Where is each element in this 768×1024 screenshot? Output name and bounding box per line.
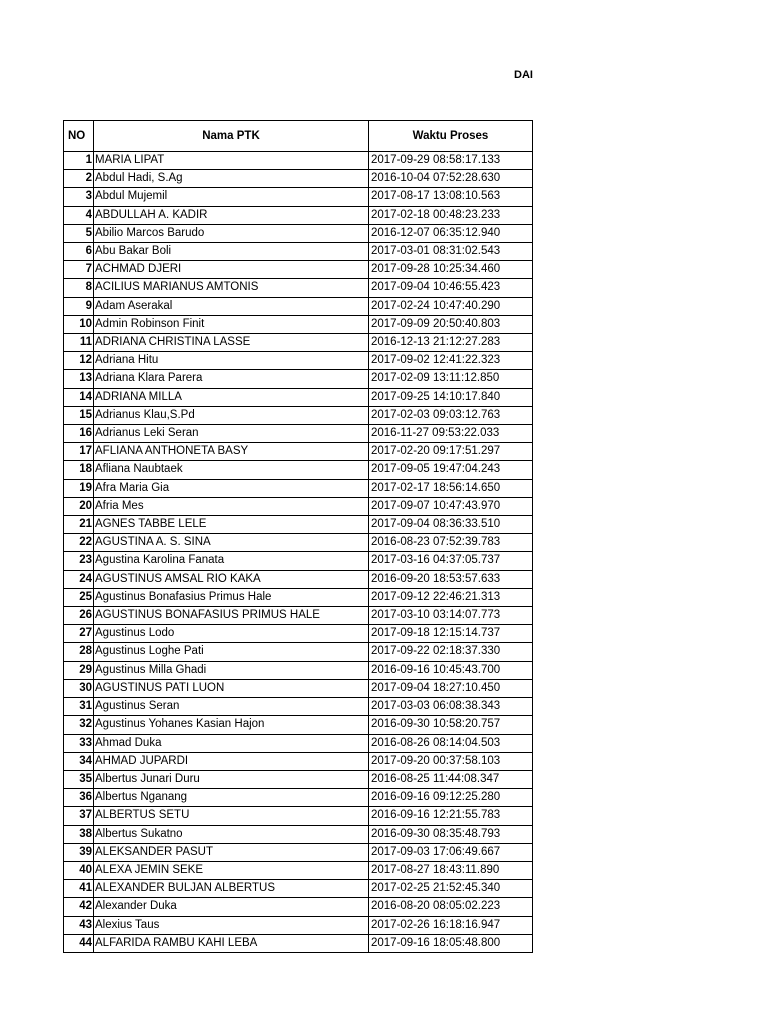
ptk-name-cell: Abdul Mujemil: [94, 188, 369, 206]
table-row: [64, 898, 533, 916]
table-row: [64, 479, 533, 497]
column-header-no: NO: [64, 121, 94, 152]
table-row: [64, 152, 533, 170]
row-number-cell: 42: [64, 898, 94, 916]
ptk-name-cell: ALEKSANDER PASUT: [94, 843, 369, 861]
table-row: [64, 279, 533, 297]
row-number-cell: 40: [64, 861, 94, 879]
table-row: [64, 661, 533, 679]
row-number-cell: 11: [64, 334, 94, 352]
process-time-cell: 2017-02-24 10:47:40.290: [369, 297, 533, 315]
row-number-cell: 35: [64, 770, 94, 788]
table-body: [64, 152, 533, 953]
ptk-name-cell: Agustinus Seran: [94, 698, 369, 716]
process-time-cell: 2016-11-27 09:53:22.033: [369, 425, 533, 443]
table-row: [64, 934, 533, 952]
process-time-cell: 2017-02-09 13:11:12.850: [369, 370, 533, 388]
row-number-cell: 1: [64, 152, 94, 170]
process-time-cell: 2017-03-10 03:14:07.773: [369, 607, 533, 625]
row-number-cell: 12: [64, 352, 94, 370]
row-number-cell: 6: [64, 243, 94, 261]
ptk-table: [63, 120, 533, 953]
row-number-cell: 27: [64, 625, 94, 643]
row-number-cell: 9: [64, 297, 94, 315]
process-time-cell: 2017-02-26 16:18:16.947: [369, 916, 533, 934]
table-row: [64, 370, 533, 388]
ptk-name-cell: Admin Robinson Finit: [94, 315, 369, 333]
table-row: [64, 388, 533, 406]
ptk-name-cell: Albertus Nganang: [94, 789, 369, 807]
process-time-cell: 2017-02-18 00:48:23.233: [369, 206, 533, 224]
table-row: [64, 643, 533, 661]
ptk-name-cell: ACHMAD DJERI: [94, 261, 369, 279]
ptk-name-cell: ADRIANA MILLA: [94, 388, 369, 406]
ptk-name-cell: Abu Bakar Boli: [94, 243, 369, 261]
process-time-cell: 2016-09-16 10:45:43.700: [369, 661, 533, 679]
ptk-name-cell: Albertus Sukatno: [94, 825, 369, 843]
process-time-cell: 2017-03-16 04:37:05.737: [369, 552, 533, 570]
process-time-cell: 2017-02-25 21:52:45.340: [369, 880, 533, 898]
table-row: [64, 552, 533, 570]
row-number-cell: 24: [64, 570, 94, 588]
ptk-name-cell: Ahmad Duka: [94, 734, 369, 752]
table-row: [64, 261, 533, 279]
process-time-cell: 2017-09-12 22:46:21.313: [369, 588, 533, 606]
table-row: [64, 406, 533, 424]
table-row: [64, 352, 533, 370]
row-number-cell: 25: [64, 588, 94, 606]
process-time-cell: 2017-09-20 00:37:58.103: [369, 752, 533, 770]
row-number-cell: 19: [64, 479, 94, 497]
process-time-cell: 2017-03-03 06:08:38.343: [369, 698, 533, 716]
table-row: [64, 497, 533, 515]
process-time-cell: 2017-09-07 10:47:43.970: [369, 497, 533, 515]
process-time-cell: 2017-09-04 10:46:55.423: [369, 279, 533, 297]
process-time-cell: 2017-09-22 02:18:37.330: [369, 643, 533, 661]
process-time-cell: 2017-09-16 18:05:48.800: [369, 934, 533, 952]
process-time-cell: 2016-09-30 10:58:20.757: [369, 716, 533, 734]
table-row: [64, 770, 533, 788]
process-time-cell: 2016-08-25 11:44:08.347: [369, 770, 533, 788]
ptk-name-cell: AGUSTINUS PATI LUON: [94, 679, 369, 697]
ptk-name-cell: ABDULLAH A. KADIR: [94, 206, 369, 224]
ptk-name-cell: MARIA LIPAT: [94, 152, 369, 170]
ptk-name-cell: AFLIANA ANTHONETA BASY: [94, 443, 369, 461]
row-number-cell: 15: [64, 406, 94, 424]
row-number-cell: 23: [64, 552, 94, 570]
table-row: [64, 334, 533, 352]
row-number-cell: 20: [64, 497, 94, 515]
row-number-cell: 26: [64, 607, 94, 625]
ptk-name-cell: Agustina Karolina Fanata: [94, 552, 369, 570]
column-header-name: Nama PTK: [94, 121, 369, 152]
process-time-cell: 2017-09-28 10:25:34.460: [369, 261, 533, 279]
process-time-cell: 2016-09-16 09:12:25.280: [369, 789, 533, 807]
table-row: [64, 916, 533, 934]
table-row: [64, 461, 533, 479]
table-row: [64, 224, 533, 242]
ptk-name-cell: Albertus Junari Duru: [94, 770, 369, 788]
ptk-name-cell: AHMAD JUPARDI: [94, 752, 369, 770]
table-row: [64, 825, 533, 843]
table-header: [64, 121, 533, 152]
table-row: [64, 534, 533, 552]
process-time-cell: 2017-09-04 18:27:10.450: [369, 679, 533, 697]
row-number-cell: 43: [64, 916, 94, 934]
table-row: [64, 206, 533, 224]
process-time-cell: 2016-12-13 21:12:27.283: [369, 334, 533, 352]
ptk-name-cell: ALEXA JEMIN SEKE: [94, 861, 369, 879]
row-number-cell: 44: [64, 934, 94, 952]
table-row: [64, 807, 533, 825]
table-row: [64, 170, 533, 188]
process-time-cell: 2016-12-07 06:35:12.940: [369, 224, 533, 242]
process-time-cell: 2017-08-27 18:43:11.890: [369, 861, 533, 879]
table-row: [64, 752, 533, 770]
ptk-name-cell: Afria Mes: [94, 497, 369, 515]
ptk-name-cell: Adam Aserakal: [94, 297, 369, 315]
row-number-cell: 2: [64, 170, 94, 188]
ptk-name-cell: Afra Maria Gia: [94, 479, 369, 497]
row-number-cell: 13: [64, 370, 94, 388]
table-row: [64, 588, 533, 606]
process-time-cell: 2017-03-01 08:31:02.543: [369, 243, 533, 261]
ptk-name-cell: AGUSTINUS BONAFASIUS PRIMUS HALE: [94, 607, 369, 625]
ptk-name-cell: AGNES TABBE LELE: [94, 516, 369, 534]
ptk-name-cell: Alexius Taus: [94, 916, 369, 934]
row-number-cell: 28: [64, 643, 94, 661]
ptk-name-cell: Agustinus Bonafasius Primus Hale: [94, 588, 369, 606]
process-time-cell: 2016-10-04 07:52:28.630: [369, 170, 533, 188]
table-row: [64, 880, 533, 898]
ptk-name-cell: Afliana Naubtaek: [94, 461, 369, 479]
row-number-cell: 17: [64, 443, 94, 461]
ptk-name-cell: Adrianus Klau,S.Pd: [94, 406, 369, 424]
table-row: [64, 861, 533, 879]
row-number-cell: 37: [64, 807, 94, 825]
row-number-cell: 10: [64, 315, 94, 333]
row-number-cell: 36: [64, 789, 94, 807]
process-time-cell: 2017-02-20 09:17:51.297: [369, 443, 533, 461]
ptk-name-cell: Abilio Marcos Barudo: [94, 224, 369, 242]
row-number-cell: 18: [64, 461, 94, 479]
process-time-cell: 2017-09-03 17:06:49.667: [369, 843, 533, 861]
row-number-cell: 39: [64, 843, 94, 861]
ptk-name-cell: Abdul Hadi, S.Ag: [94, 170, 369, 188]
row-number-cell: 33: [64, 734, 94, 752]
process-time-cell: 2017-02-03 09:03:12.763: [369, 406, 533, 424]
table-row: [64, 297, 533, 315]
row-number-cell: 3: [64, 188, 94, 206]
row-number-cell: 21: [64, 516, 94, 534]
ptk-name-cell: Alexander Duka: [94, 898, 369, 916]
ptk-name-cell: Adriana Hitu: [94, 352, 369, 370]
table-row: [64, 698, 533, 716]
process-time-cell: 2017-09-05 19:47:04.243: [369, 461, 533, 479]
process-time-cell: 2016-08-23 07:52:39.783: [369, 534, 533, 552]
table-row: [64, 188, 533, 206]
ptk-name-cell: Adriana Klara Parera: [94, 370, 369, 388]
table-row: [64, 789, 533, 807]
table-row: [64, 843, 533, 861]
process-time-cell: 2016-08-26 08:14:04.503: [369, 734, 533, 752]
ptk-name-cell: Adrianus Leki Seran: [94, 425, 369, 443]
ptk-name-cell: ALEXANDER BULJAN ALBERTUS: [94, 880, 369, 898]
page-title: DAI: [514, 69, 533, 81]
ptk-name-cell: Agustinus Lodo: [94, 625, 369, 643]
row-number-cell: 31: [64, 698, 94, 716]
table-row: [64, 607, 533, 625]
table-row: [64, 516, 533, 534]
table-row: [64, 734, 533, 752]
process-time-cell: 2017-02-17 18:56:14.650: [369, 479, 533, 497]
row-number-cell: 14: [64, 388, 94, 406]
table-row: [64, 243, 533, 261]
process-time-cell: 2017-09-04 08:36:33.510: [369, 516, 533, 534]
row-number-cell: 29: [64, 661, 94, 679]
table-row: [64, 443, 533, 461]
process-time-cell: 2017-09-18 12:15:14.737: [369, 625, 533, 643]
table-row: [64, 679, 533, 697]
ptk-name-cell: ALBERTUS SETU: [94, 807, 369, 825]
table-row: [64, 315, 533, 333]
table-row: [64, 625, 533, 643]
row-number-cell: 30: [64, 679, 94, 697]
header-row: [64, 121, 533, 152]
ptk-name-cell: ALFARIDA RAMBU KAHI LEBA: [94, 934, 369, 952]
table-row: [64, 425, 533, 443]
row-number-cell: 4: [64, 206, 94, 224]
process-time-cell: 2017-09-29 08:58:17.133: [369, 152, 533, 170]
process-time-cell: 2016-09-16 12:21:55.783: [369, 807, 533, 825]
ptk-name-cell: AGUSTINUS AMSAL RIO KAKA: [94, 570, 369, 588]
ptk-name-cell: ADRIANA CHRISTINA LASSE: [94, 334, 369, 352]
row-number-cell: 5: [64, 224, 94, 242]
ptk-name-cell: ACILIUS MARIANUS AMTONIS: [94, 279, 369, 297]
row-number-cell: 22: [64, 534, 94, 552]
row-number-cell: 41: [64, 880, 94, 898]
table-row: [64, 716, 533, 734]
process-time-cell: 2017-09-09 20:50:40.803: [369, 315, 533, 333]
row-number-cell: 8: [64, 279, 94, 297]
row-number-cell: 32: [64, 716, 94, 734]
table-row: [64, 570, 533, 588]
process-time-cell: 2016-09-30 08:35:48.793: [369, 825, 533, 843]
row-number-cell: 7: [64, 261, 94, 279]
row-number-cell: 34: [64, 752, 94, 770]
process-time-cell: 2016-08-20 08:05:02.223: [369, 898, 533, 916]
process-time-cell: 2017-08-17 13:08:10.563: [369, 188, 533, 206]
row-number-cell: 38: [64, 825, 94, 843]
row-number-cell: 16: [64, 425, 94, 443]
ptk-name-cell: Agustinus Milla Ghadi: [94, 661, 369, 679]
ptk-name-cell: AGUSTINA A. S. SINA: [94, 534, 369, 552]
process-time-cell: 2017-09-25 14:10:17.840: [369, 388, 533, 406]
process-time-cell: 2017-09-02 12:41:22.323: [369, 352, 533, 370]
column-header-time: Waktu Proses: [369, 121, 533, 152]
ptk-name-cell: Agustinus Yohanes Kasian Hajon: [94, 716, 369, 734]
ptk-name-cell: Agustinus Loghe Pati: [94, 643, 369, 661]
process-time-cell: 2016-09-20 18:53:57.633: [369, 570, 533, 588]
